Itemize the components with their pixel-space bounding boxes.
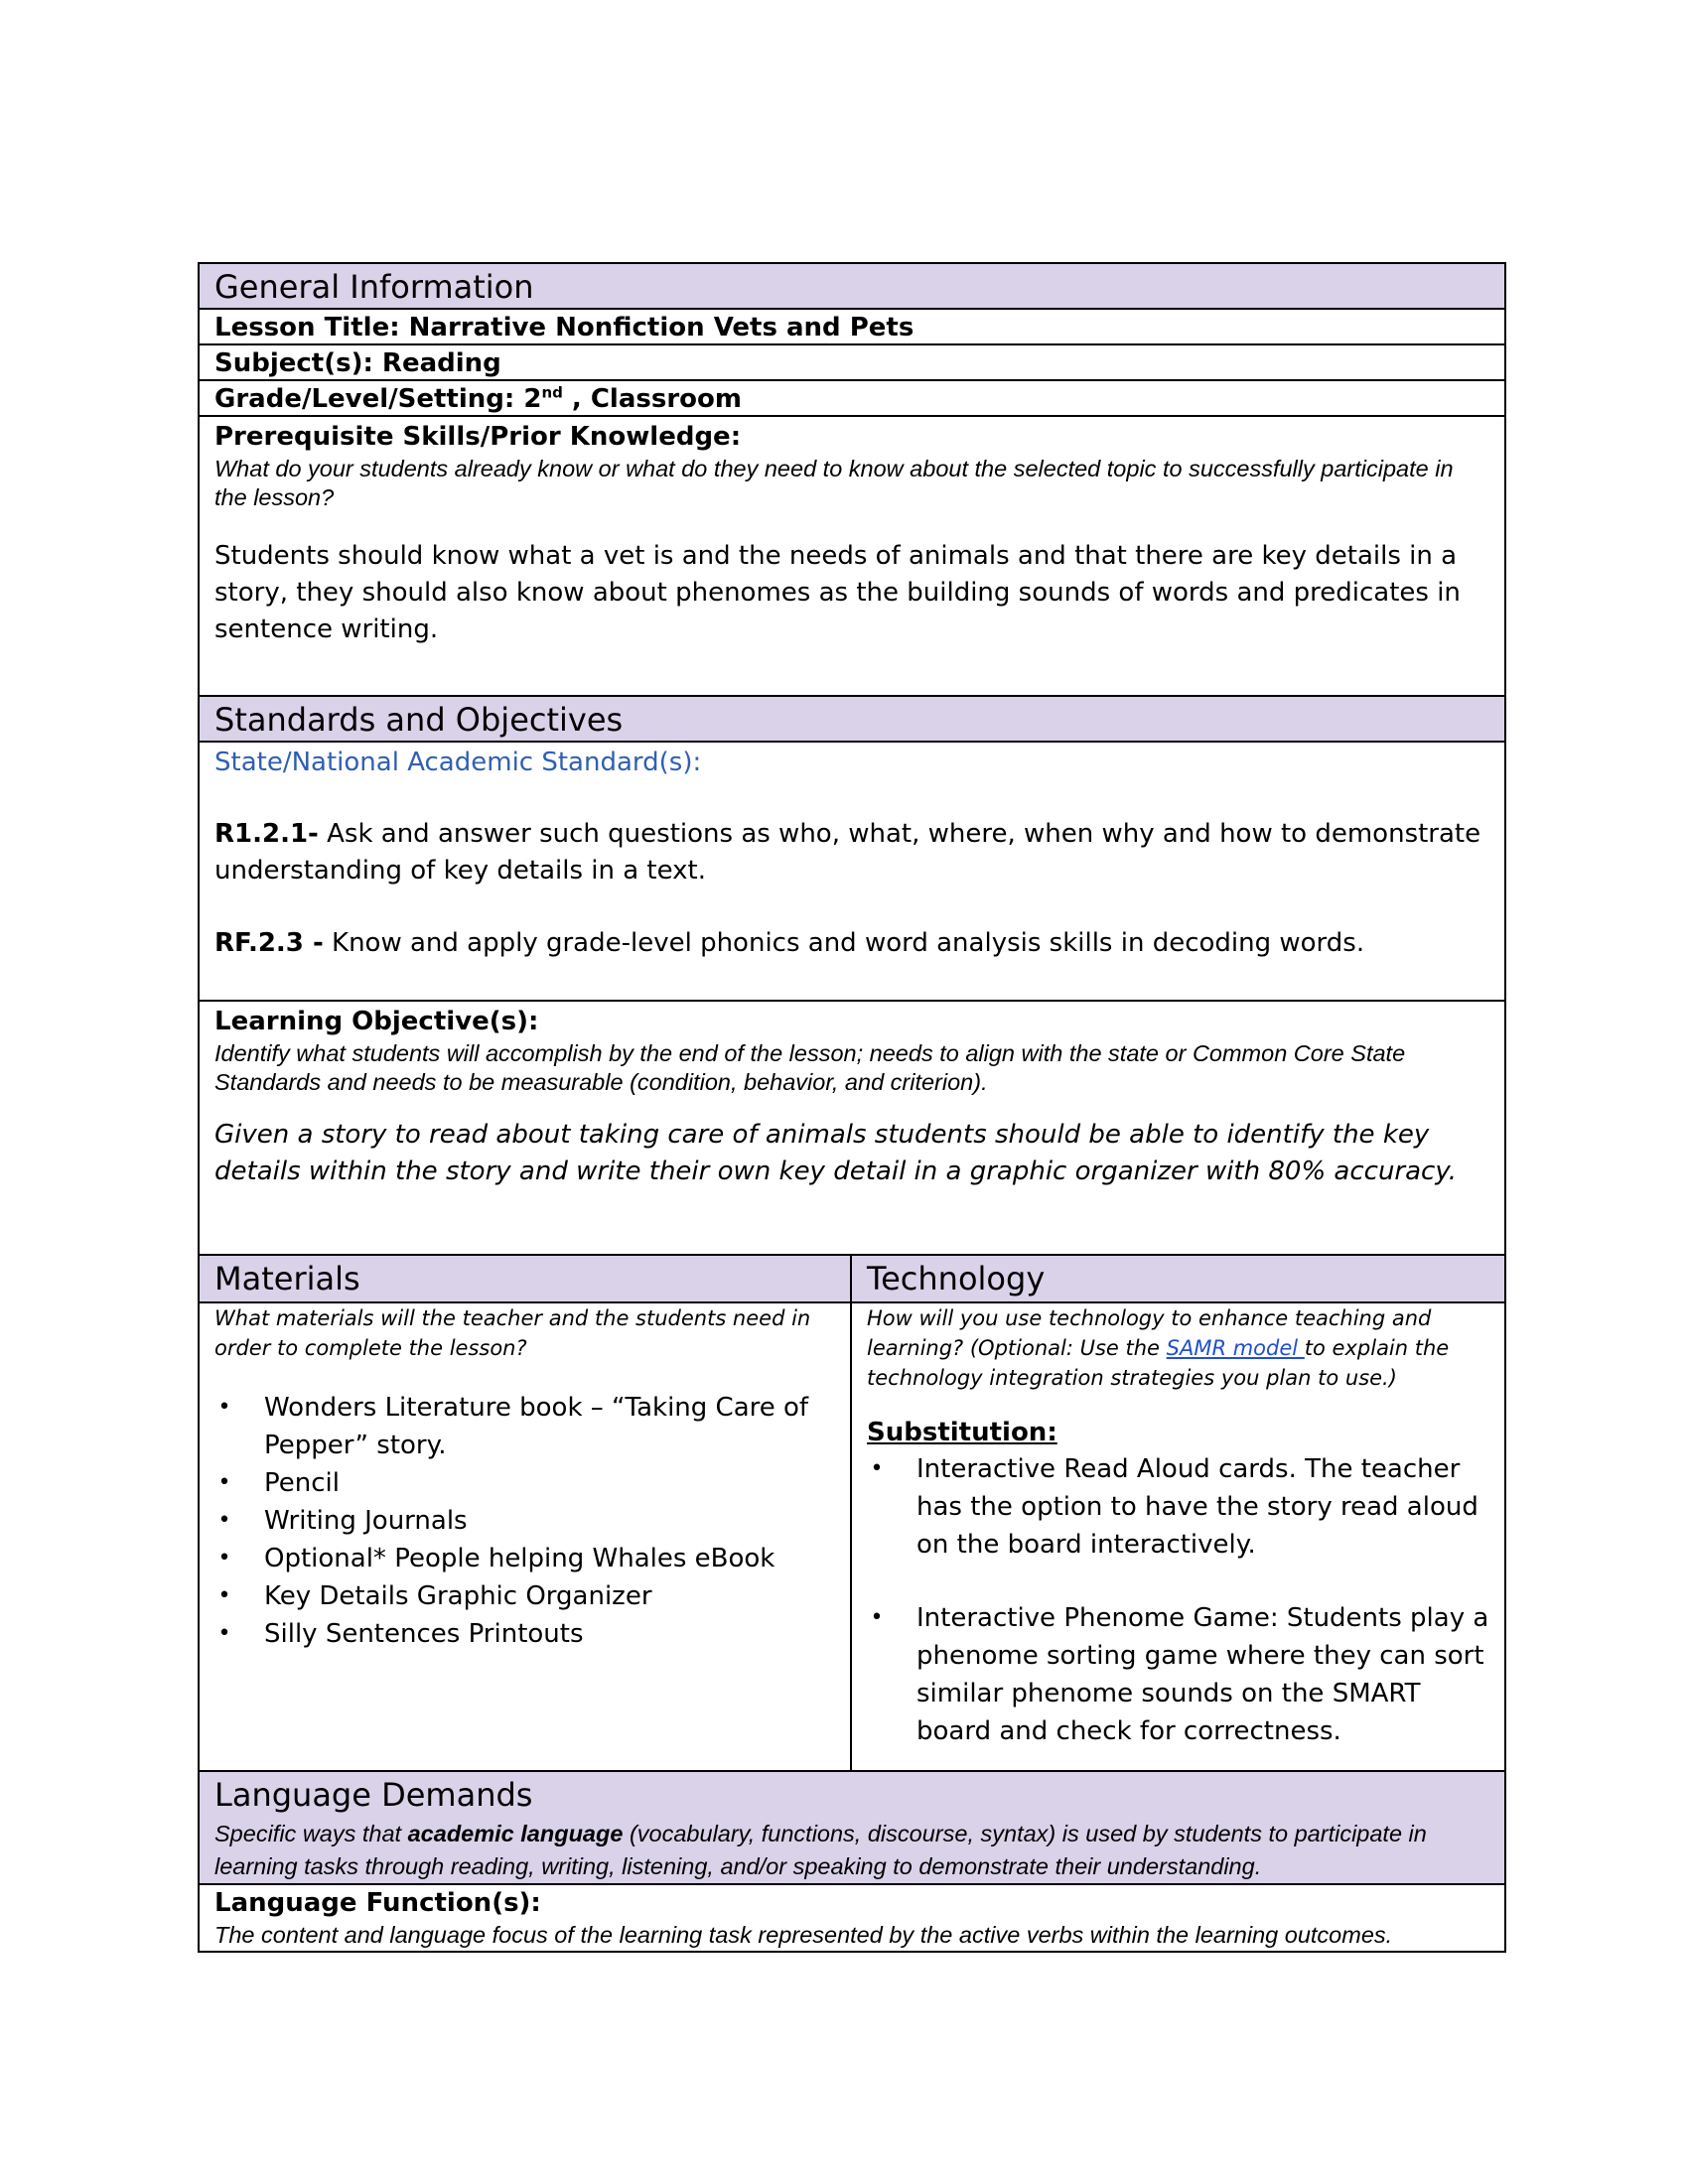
materials-technology-row	[200, 1256, 1504, 1772]
prerequisite-hint: What do your students already know or what do they need to know about the selected topic to successfully participate in the lesson?	[214, 456, 1454, 510]
technology-header	[852, 1256, 1504, 1303]
bullet: •	[217, 1470, 231, 1495]
standard-1-text: Ask and answer such questions as who, what, where, when why and how to demonstrate understanding of key details in a text.	[214, 819, 1481, 886]
bullet: •	[217, 1583, 231, 1608]
materials-column	[200, 1256, 852, 1770]
standard-2-text: Know and apply grade-level phonics and word analysis skills in decoding words.	[323, 928, 1365, 958]
materials-list	[214, 1389, 835, 1653]
language-demands-title: Language Demands	[214, 1776, 533, 1814]
language-demands-cell	[200, 1772, 1504, 1885]
technology-list	[867, 1450, 1489, 1750]
subjects-row	[200, 345, 1504, 381]
standards-header	[200, 697, 1504, 743]
substitution-label: Substitution:	[867, 1418, 1057, 1447]
bullet: •	[870, 1605, 884, 1630]
objective-cell	[200, 1004, 1504, 1256]
bullet: •	[870, 1456, 884, 1481]
prerequisite-cell	[200, 419, 1504, 697]
list-item: • Key Details Graphic Organizer	[214, 1577, 835, 1615]
prerequisite-label: Prerequisite Skills/Prior Knowledge:	[214, 422, 742, 452]
language-demands-hint: Specific ways that academic language (vocabulary, functions, discourse, syntax) is used by students to participate in learning tasks through reading, writing, listening, and/or speaking to demonstrate their understanding.	[214, 1821, 1427, 1879]
list-item: • Writing Journals	[214, 1502, 835, 1540]
standard-2	[214, 925, 1489, 962]
objective-label: Learning Objective(s):	[214, 1007, 539, 1036]
objective-hint: Identify what students will accomplish by the end of the lesson; needs to align with the state or Common Core State Standards and needs to be measurable (condition, behavior, and criterion).	[214, 1040, 1406, 1095]
grade-suffix: , Classroom	[562, 384, 742, 414]
standards-cell	[200, 745, 1504, 1002]
language-function-label: Language Function(s):	[214, 1888, 541, 1918]
technology-column	[852, 1256, 1504, 1770]
list-item: • Silly Sentences Printouts	[214, 1615, 835, 1653]
standard-1-code: R1.2.1-	[214, 819, 319, 849]
list-item: • Pencil	[214, 1464, 835, 1502]
list-item: • Optional* People helping Whales eBook	[214, 1540, 835, 1577]
list-item: • Interactive Read Aloud cards. The teacher has the option to have the story read aloud on the board interactively.	[867, 1450, 1489, 1564]
list-item: • Wonders Literature book – “Taking Care of Pepper” story.	[214, 1389, 835, 1464]
language-function-cell	[200, 1885, 1504, 1951]
standard-label: State/National Academic Standard(s):	[214, 748, 702, 777]
section-title: Materials	[214, 1260, 360, 1297]
objective-text: Given a story to read about taking care of animals students should be able to identify the key details within the story and write their own key detail in a graphic organizer with 80% accuracy.	[214, 1120, 1457, 1186]
lesson-plan-table	[198, 262, 1506, 1953]
lesson-title: Lesson Title: Narrative Nonfiction Vets and Pets	[214, 313, 914, 342]
bullet: •	[217, 1546, 231, 1570]
section-title: Technology	[867, 1260, 1046, 1297]
materials-hint: What materials will the teacher and the students need in order to complete the lesson?	[214, 1306, 811, 1360]
section-title: General Information	[214, 268, 534, 306]
bullet: •	[217, 1508, 231, 1533]
standard-1	[214, 816, 1489, 889]
section-title: Standards and Objectives	[214, 701, 624, 739]
standard-2-code: RF.2.3 -	[214, 928, 324, 958]
samr-model-link[interactable]: SAMR model	[1166, 1336, 1305, 1360]
general-information-header	[200, 264, 1504, 310]
bullet: •	[217, 1621, 231, 1646]
lesson-title-row	[200, 310, 1504, 345]
grade-row	[200, 381, 1504, 417]
grade-superscript: nd	[541, 383, 563, 402]
list-item: • Interactive Phenome Game: Students play a phenome sorting game where they can sort similar phenome sounds on the SMART board and check for correctness.	[867, 1599, 1489, 1750]
materials-header	[200, 1256, 850, 1303]
prerequisite-text: Students should know what a vet is and the needs of animals and that there are key details in a story, they should also know about phenomes as the building sounds of words and predicates in sentence writing.	[214, 541, 1461, 644]
subjects: Subject(s): Reading	[214, 348, 501, 378]
bullet: •	[217, 1395, 231, 1420]
technology-hint: How will you use technology to enhance teaching and learning? (Optional: Use the SAMR model to explain the technology integration strategies you plan to use.)	[867, 1306, 1450, 1390]
language-function-hint: The content and language focus of the learning task represented by the active verbs within the learning outcomes.	[214, 1922, 1393, 1948]
grade-prefix: Grade/Level/Setting: 2	[214, 384, 542, 414]
